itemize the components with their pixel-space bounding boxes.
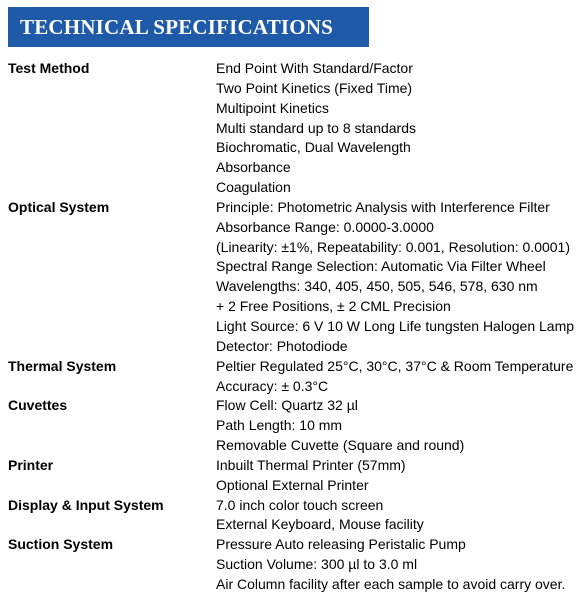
spec-label: Display & Input System bbox=[8, 496, 164, 513]
spec-value: Biochromatic, Dual Wavelength bbox=[216, 139, 411, 156]
spec-value: Principle: Photometric Analysis with Interference Filter bbox=[216, 198, 550, 215]
spec-table bbox=[8, 59, 574, 595]
spec-value: Flow Cell: Quartz 32 µl bbox=[216, 397, 358, 414]
spec-label: Suction System bbox=[8, 536, 114, 553]
spec-values bbox=[216, 59, 574, 198]
spec-value: Multi standard up to 8 standards bbox=[216, 119, 417, 136]
spec-values bbox=[216, 198, 574, 357]
spec-value: (Linearity: ±1%, Repeatability: 0.001, Resolution: 0.0001) bbox=[216, 238, 570, 255]
spec-value: 7.0 inch color touch screen bbox=[216, 496, 384, 513]
spec-value: External Keyboard, Mouse facility bbox=[216, 516, 424, 533]
spec-value: Suction Volume: 300 µl to 3.0 ml bbox=[216, 556, 418, 573]
spec-values bbox=[216, 456, 574, 496]
spec-value: Light Source: 6 V 10 W Long Life tungsten Halogen Lamp bbox=[216, 317, 575, 334]
spec-row-suction-system bbox=[8, 535, 574, 595]
spec-value: + 2 Free Positions, ± 2 CML Precision bbox=[216, 298, 451, 315]
spec-value: Wavelengths: 340, 405, 450, 505, 546, 578, 630 nm bbox=[216, 278, 538, 295]
spec-value: Inbuilt Thermal Printer (57mm) bbox=[216, 456, 406, 473]
spec-row-thermal-system bbox=[8, 357, 574, 397]
spec-label: Optical System bbox=[8, 198, 110, 215]
spec-value: Path Length: 10 mm bbox=[216, 417, 343, 434]
spec-values bbox=[216, 535, 574, 595]
spec-value: Absorbance bbox=[216, 159, 291, 176]
spec-label: Cuvettes bbox=[8, 397, 68, 414]
spec-value: Accuracy: ± 0.3°C bbox=[216, 377, 329, 394]
spec-row-cuvettes bbox=[8, 396, 574, 456]
page-title: TECHNICAL SPECIFICATIONS bbox=[8, 7, 369, 47]
spec-row-printer bbox=[8, 456, 574, 496]
spec-value: End Point With Standard/Factor bbox=[216, 60, 413, 76]
spec-value: Spectral Range Selection: Automatic Via Filter Wheel bbox=[216, 258, 546, 275]
spec-label: Printer bbox=[8, 456, 54, 473]
spec-value: Air Column facility after each sample to avoid carry over. bbox=[216, 575, 566, 592]
spec-label: Thermal System bbox=[8, 357, 117, 374]
spec-value: Two Point Kinetics (Fixed Time) bbox=[216, 79, 413, 96]
spec-row-test-method bbox=[8, 59, 574, 198]
spec-row-optical-system bbox=[8, 198, 574, 357]
spec-value: Multipoint Kinetics bbox=[216, 99, 329, 116]
spec-row-display-input-system bbox=[8, 496, 574, 536]
spec-value: Peltier Regulated 25°C, 30°C, 37°C & Room Temperature bbox=[216, 357, 574, 374]
spec-values bbox=[216, 357, 574, 397]
spec-value: Coagulation bbox=[216, 179, 291, 196]
spec-value: Detector: Photodiode bbox=[216, 337, 348, 354]
spec-values bbox=[216, 496, 574, 536]
spec-value: Optional External Printer bbox=[216, 476, 369, 493]
spec-value: Pressure Auto releasing Peristalic Pump bbox=[216, 536, 466, 553]
spec-value: Removable Cuvette (Square and round) bbox=[216, 437, 465, 454]
spec-label: Test Method bbox=[8, 60, 90, 76]
spec-values bbox=[216, 396, 574, 456]
spec-value: Absorbance Range: 0.0000-3.0000 bbox=[216, 218, 434, 235]
